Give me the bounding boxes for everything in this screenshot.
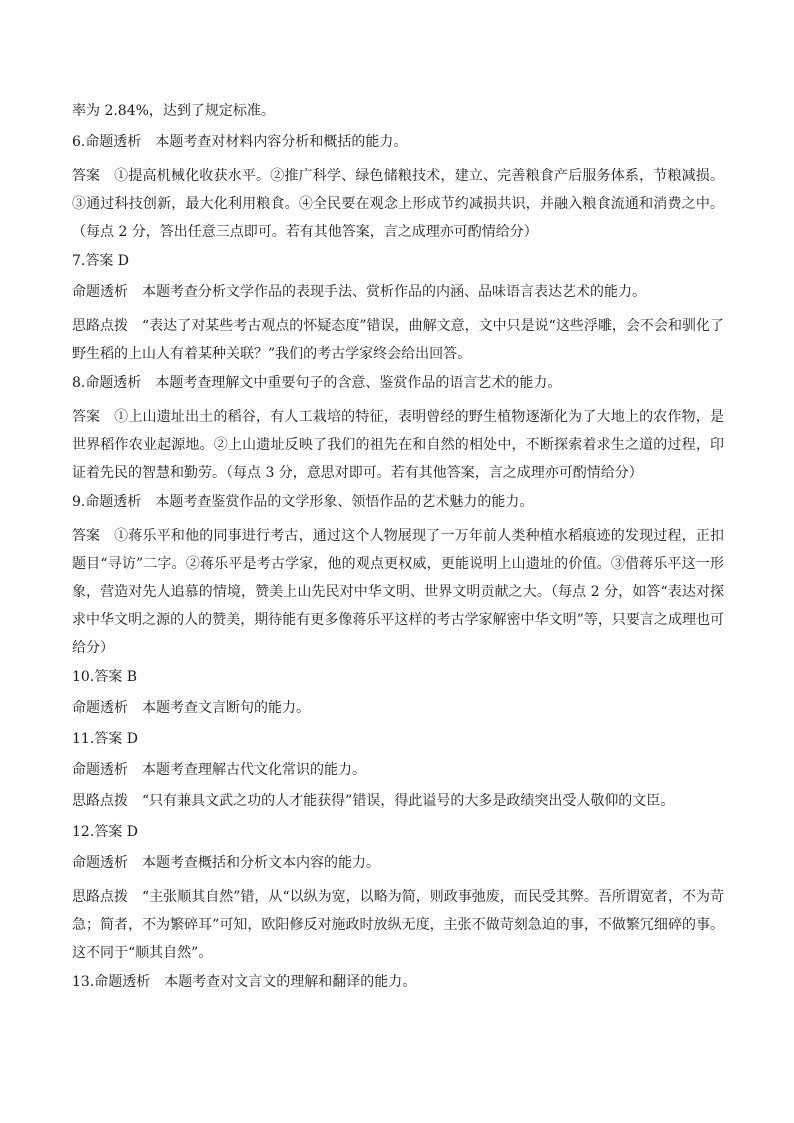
answer-8 [72,403,724,487]
answer-6 [72,162,724,246]
question-12-analysis: 命题透析 本题考查概括和分析文本内容的能力。 [72,855,380,871]
question-7-answer: 7.答案 D [72,253,130,269]
answer-6-text: ①提高机械化收获水平。②推广科学、绿色储粮技术，建立、完善粮食产后服务体系，节粮减损。③通过科技创新，最大化利用粮食。④全民要在观念上形成节约减损共识，并融入粮食流通和消费之中。（每点 2 分，答出任意三点即可。若有其他答案，言之成理亦可酌情给分） [72,168,724,240]
text-line: 率为 2.84%，达到了规定标准。 [72,103,275,119]
question-10-answer: 10.答案 B [72,669,138,685]
question-10-analysis: 命题透析 本题考查文言断句的能力。 [72,700,310,716]
question-12-hint-text: “主张顺其自然”错，从“以纵为宽，以略为简，则政事弛废，而民受其弊。吾所谓宽者，不为苛急；简者，不为繁碎耳”可知，欧阳修反对施政时放纵无度，主张不做苛刻急迫的事，不做繁冗细碎的事。这不同于“顺其自然”。 [72,889,724,961]
question-11-hint-text: “只有兼具文武之功的人才能获得”错误，得此谥号的大多是政绩突出受人敬仰的文臣。 [142,793,675,809]
answer-label: 答案 [72,409,100,425]
hint-label: 思路点拨 [72,793,128,809]
question-11-answer: 11.答案 D [72,731,138,747]
question-7-analysis: 命题透析 本题考查分析文学作品的表现手法、赏析作品的内涵、品味语言表达艺术的能力。 [72,284,646,300]
answer-9-text: ①蒋乐平和他的同事进行考古，通过这个人物展现了一万年前人类种植水稻痕迹的发现过程，正扣题目“寻访”二字。②蒋乐平是考古学家，他的观点更权威，更能说明上山遗址的价值。③借蒋乐平这一形象，营造对先人追慕的情境，赞美上山先民对中华文明、世界文明贡献之大。（每点 2 分，如答“表达对探求中华文明之源的人的赞美，期待能有更多像蒋乐平这样的考古学家解密中华文明”等，只要言之成理也可给分） [72,528,724,656]
hint-label: 思路点拨 [72,318,128,334]
question-7-hint-text: “表达了对某些考古观点的怀疑态度”错误，曲解文意，文中只是说“这些浮雕，会不会和驯化了野生稻的上山人有着某种关联？”我们的考古学家终会给出回答。 [72,318,724,362]
question-12-hint [72,883,724,967]
answer-8-text: ①上山遗址出土的稻谷，有人工栽培的特征，表明曾经的野生植物逐渐化为了大地上的农作物，是世界稻作农业起源地。②上山遗址反映了我们的祖先在和自然的相处中，不断探索着求生之道的过程，印证着先民的智慧和勤劳。（每点 3 分，意思对即可。若有其他答案，言之成理亦可酌情给分） [72,409,724,481]
question-13-heading: 13.命题透析 本题考查对文言文的理解和翻译的能力。 [72,974,417,990]
answer-key-page [72,100,724,1002]
answer-9 [72,522,724,662]
question-11-analysis: 命题透析 本题考查理解古代文化常识的能力。 [72,762,366,778]
question-12-answer: 12.答案 D [72,824,138,840]
question-11-hint [72,790,724,813]
question-9-heading: 9.命题透析 本题考查鉴赏作品的文学形象、领悟作品的艺术魅力的能力。 [72,494,534,510]
answer-label: 答案 [72,168,100,184]
question-8-heading: 8.命题透析 本题考查理解文中重要句子的含意、鉴赏作品的语言艺术的能力。 [72,375,562,391]
question-7-hint [72,312,724,368]
hint-label: 思路点拨 [72,889,128,905]
answer-label: 答案 [72,528,100,544]
question-6-heading: 6.命题透析 本题考查对材料内容分析和概括的能力。 [72,134,408,150]
